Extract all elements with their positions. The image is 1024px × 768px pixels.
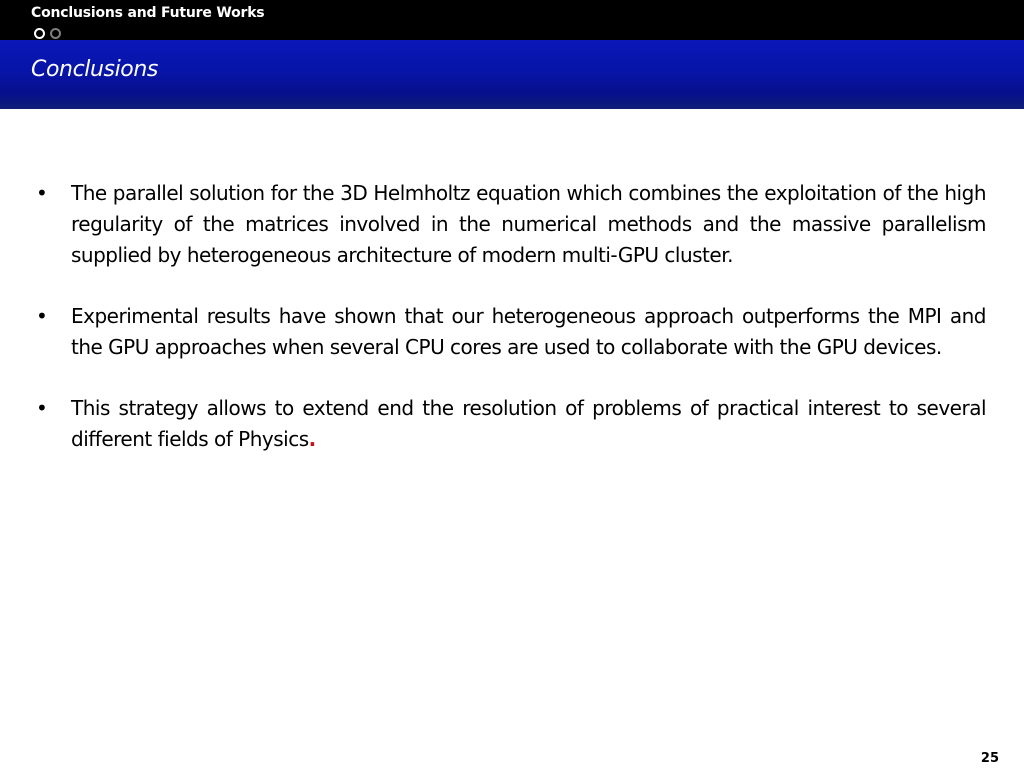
- nav-dot-active-icon[interactable]: [34, 28, 45, 39]
- slide-title-band: [0, 40, 1024, 109]
- bullet-item: [34, 178, 986, 271]
- accent-period: .: [308, 427, 316, 451]
- bullet-dot-icon: •: [36, 396, 48, 420]
- bullet-item: [34, 301, 986, 363]
- bullet-text: The parallel solution for the 3D Helmholtz equation which combines the exploitation of the high regularity of the matrices involved in the numerical methods and the massive parallelism supplied by heterogeneous architecture of modern multi-GPU cluster.: [71, 181, 986, 267]
- bullet-text: Experimental results have shown that our heterogeneous approach outperforms the MPI and the GPU approaches when several CPU cores are used to collaborate with the GPU devices.: [71, 304, 986, 359]
- nav-dot-inactive-icon[interactable]: [50, 28, 61, 39]
- slide-title: Conclusions: [31, 57, 158, 82]
- page-number: 25: [980, 751, 999, 766]
- bullet-text: This strategy allows to extend end the resolution of problems of practical interest to several different fields of Physics: [71, 396, 986, 451]
- section-header-bar: [0, 0, 1024, 40]
- bullet-list: [34, 178, 986, 485]
- bullet-item: [34, 393, 986, 455]
- section-title: Conclusions and Future Works: [31, 5, 265, 21]
- bullet-dot-icon: •: [36, 304, 48, 328]
- bullet-dot-icon: •: [36, 181, 48, 205]
